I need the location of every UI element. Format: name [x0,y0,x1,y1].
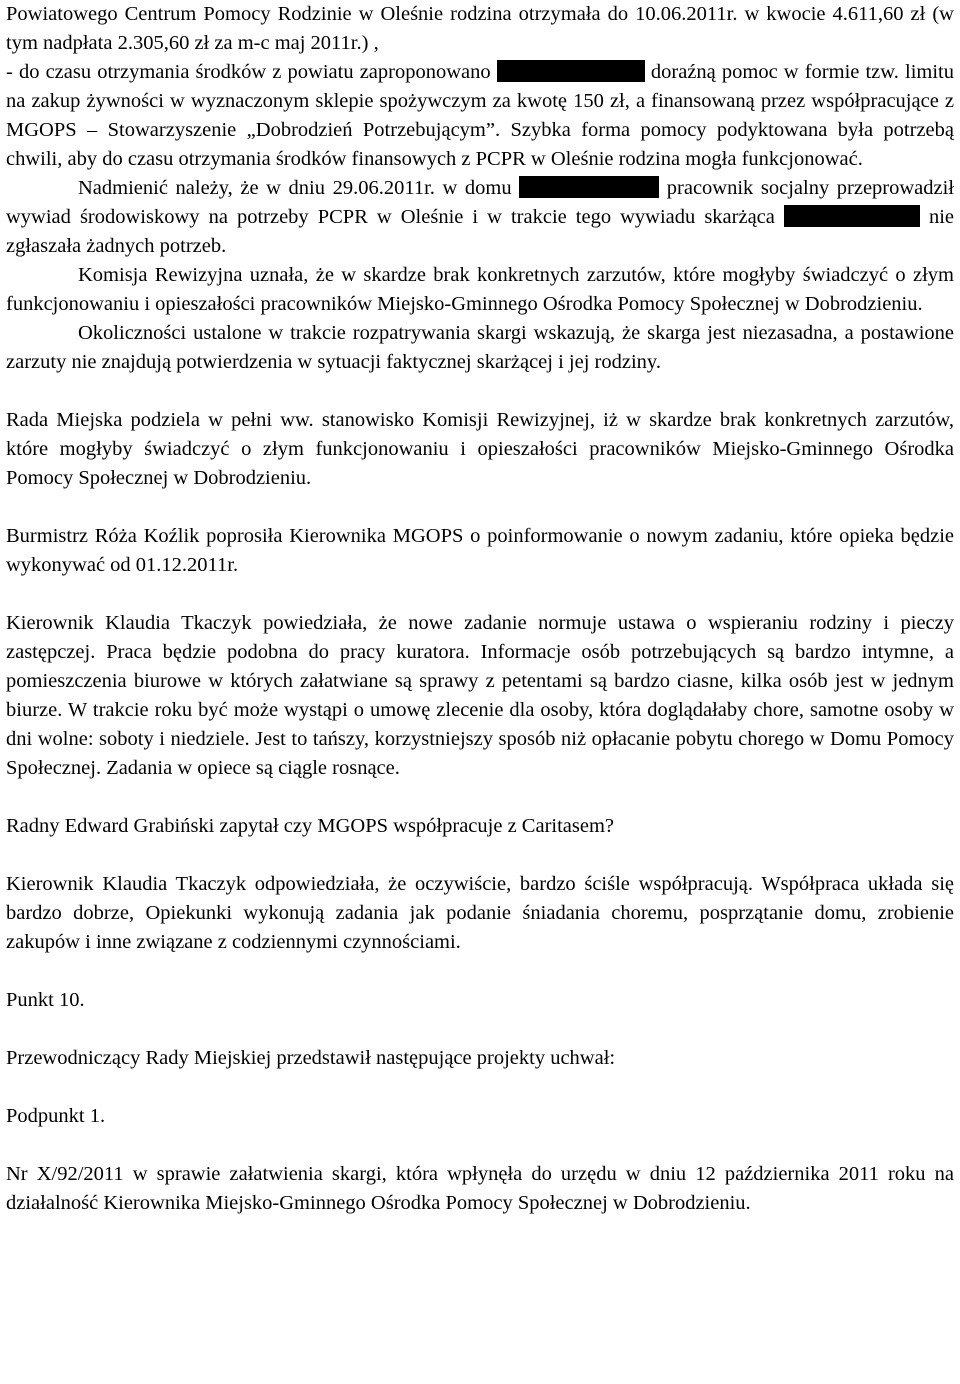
paragraph-commission-finding: Komisja Rewizyjna uznała, że w skardze brak konkretnych zarzutów, które mogłyby świadczyć o złym funkcjonowaniu i opieszałości pracowników Miejsko-Gminnego Ośrodka Pomocy Społecznej w Dobrodzieniu. [6,264,954,315]
paragraph-interim-help [6,58,954,174]
paragraph-circumstances: Okoliczności ustalone w trakcie rozpatrywania skargi wskazują, że skarga jest niezasadna, a postawione zarzuty nie znajdują potwierdzenia w sytuacji faktycznej skarżącej i jej rodziny. [6,322,954,373]
paragraph-interview [6,174,954,261]
paragraph-resolution-x-92: Nr X/92/2011 w sprawie załatwienia skargi, która wpłynęła do urzędu w dniu 12 października 2011 roku na działalność Kierownika Miejsko-Gminnego Ośrodka Pomocy Społecznej w Dobrodzieniu. [6,1163,954,1214]
paragraph-interim-help-start: - do czasu otrzymania środków z powiatu zaproponowano [6,61,491,83]
paragraph-pcpr-payment: Powiatowego Centrum Pomocy Rodzinie w Oleśnie rodzina otrzymała do 10.06.2011r. w kwocie 4.611,60 zł (w tym nadpłata 2.305,60 zł za m-c maj 2011r.) , [6,3,954,54]
section-heading-subpoint-1: Podpunkt 1. [6,1105,106,1127]
paragraph-caritas-answer: Kierownik Klaudia Tkaczyk odpowiedziała, że oczywiście, bardzo ściśle współpracują. Współpraca układa się bardzo dobrze, Opiekunki wykonują zadania jak podanie śniadania choremu, posprzątanie domu, zrobienie zakupów i inne związane z codziennymi czynnościami. [6,873,954,953]
section-heading-point-10: Punkt 10. [6,989,85,1011]
paragraph-council-position: Rada Miejska podziela w pełni ww. stanowisko Komisji Rewizyjnej, iż w skardze brak konkretnych zarzutów, które mogłyby świadczyć o złym funkcjonowaniu i opieszałości pracowników Miejsko-Gminnego Ośrodka Pomocy Społecznej w Dobrodzieniu. [6,409,954,489]
paragraph-resolutions-intro: Przewodniczący Rady Miejskiej przedstawił następujące projekty uchwał: [6,1047,616,1069]
paragraph-interim-help-rest: doraźną pomoc w formie tzw. limitu na zakup żywności w wyznaczonym sklepie spożywczym za kwotę 150 zł, a finansowaną przez współpracujące z MGOPS – Stowarzyszenie „Dobrodzień Potrzebującym”. Szybka forma pomocy podyktowana była potrzebą chwili, aby do czasu otrzymania środków finansowych z PCPR w Oleśnie rodzina mogła funkcjonować. [6,61,954,170]
paragraph-interview-middle: pracownik socjalny przeprowadził wywiad środowiskowy na potrzeby PCPR w Oleśnie i w trakcie tego wywiadu skarżąca [6,177,955,228]
paragraph-councillor-question: Radny Edward Grabiński zapytał czy MGOPS współpracuje z Caritasem? [6,815,615,837]
paragraph-interview-end: nie zgłaszała żadnych potrzeb. [6,206,955,257]
paragraph-interview-start: Nadmienić należy, że w dniu 29.06.2011r. w domu [78,177,512,199]
paragraph-mayor-request: Burmistrz Róża Koźlik poprosiła Kierownika MGOPS o poinformowanie o nowym zadaniu, które opieka będzie wykonywać od 01.12.2011r. [6,525,954,576]
redaction-block [784,205,920,227]
redaction-block [519,176,659,198]
paragraph-manager-answer: Kierownik Klaudia Tkaczyk powiedziała, że nowe zadanie normuje ustawa o wspieraniu rodziny i pieczy zastępczej. Praca będzie podobna do pracy kuratora. Informacje osób potrzebujących są bardzo intymne, a pomieszczenia biurowe w których załatwiane są sprawy z petentami są bardzo ciasne, kilka osób jest w jednym biurze. W trakcie roku być może wystąpi o umowę zlecenie dla osoby, która doglądałaby chore, samotne osoby w dni wolne: soboty i niedziele. Jest to tańszy, korzystniejszy sposób niż opłacanie pobytu chorego w Domu Pomocy Społecznej. Zadania w opiece są ciągle rosnące. [6,612,954,779]
redaction-block [497,60,645,82]
